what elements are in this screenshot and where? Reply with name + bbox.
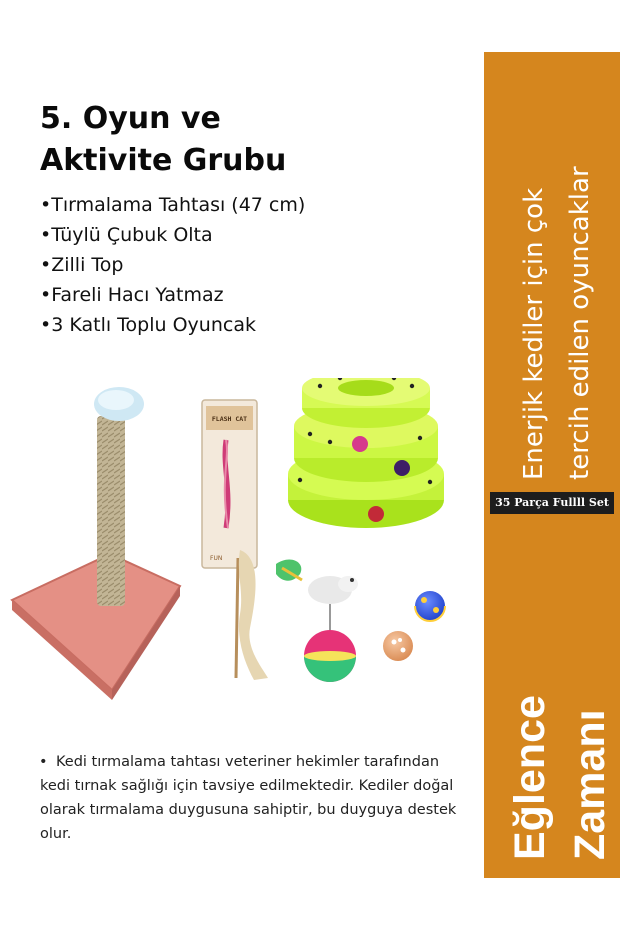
scratching-post bbox=[12, 387, 180, 700]
package-text: FLASH CAT bbox=[211, 415, 248, 423]
set-badge: 35 Parça Fullll Set bbox=[490, 492, 614, 514]
list-item: • Zilli Top bbox=[40, 250, 305, 280]
heading-line-1: Eğlence bbox=[506, 695, 554, 860]
heading-line-2: Zamanı bbox=[566, 709, 614, 860]
tagline-line-2: tercih edilen oyuncaklar bbox=[565, 166, 595, 480]
title-line-2: Aktivite Grubu bbox=[40, 143, 287, 178]
wand-toy-package bbox=[202, 400, 268, 680]
side-heading bbox=[494, 668, 620, 868]
note-bullet: • bbox=[39, 754, 48, 770]
package-subtext: FUN bbox=[210, 555, 223, 562]
product-photo bbox=[0, 378, 480, 708]
title-line-1: 5. Oyun ve bbox=[40, 101, 221, 136]
note-text: Kedi tırmalama tahtası veteriner hekimler tarafından kedi tırnak sağlığı için tavsiye edilmektedir. Kediler doğal olarak tırmalama duygusuna sahiptir, bu duyguya destek olur. bbox=[40, 754, 457, 842]
info-note bbox=[40, 750, 470, 846]
list-item: • Tırmalama Tahtası (47 cm) bbox=[40, 190, 305, 220]
tagline-line-1: Enerjik kediler için çok bbox=[519, 187, 549, 480]
bell-balls bbox=[383, 591, 445, 661]
list-item: • Fareli Hacı Yatmaz bbox=[40, 280, 305, 310]
page-title bbox=[40, 98, 286, 182]
list-item: • Tüylü Çubuk Olta bbox=[40, 220, 305, 250]
track-tower-toy bbox=[288, 378, 444, 528]
product-list bbox=[40, 190, 305, 340]
list-item: • 3 Katlı Toplu Oyuncak bbox=[40, 310, 305, 340]
mouse-tumbler-toy bbox=[276, 559, 358, 682]
side-tagline bbox=[502, 112, 620, 492]
